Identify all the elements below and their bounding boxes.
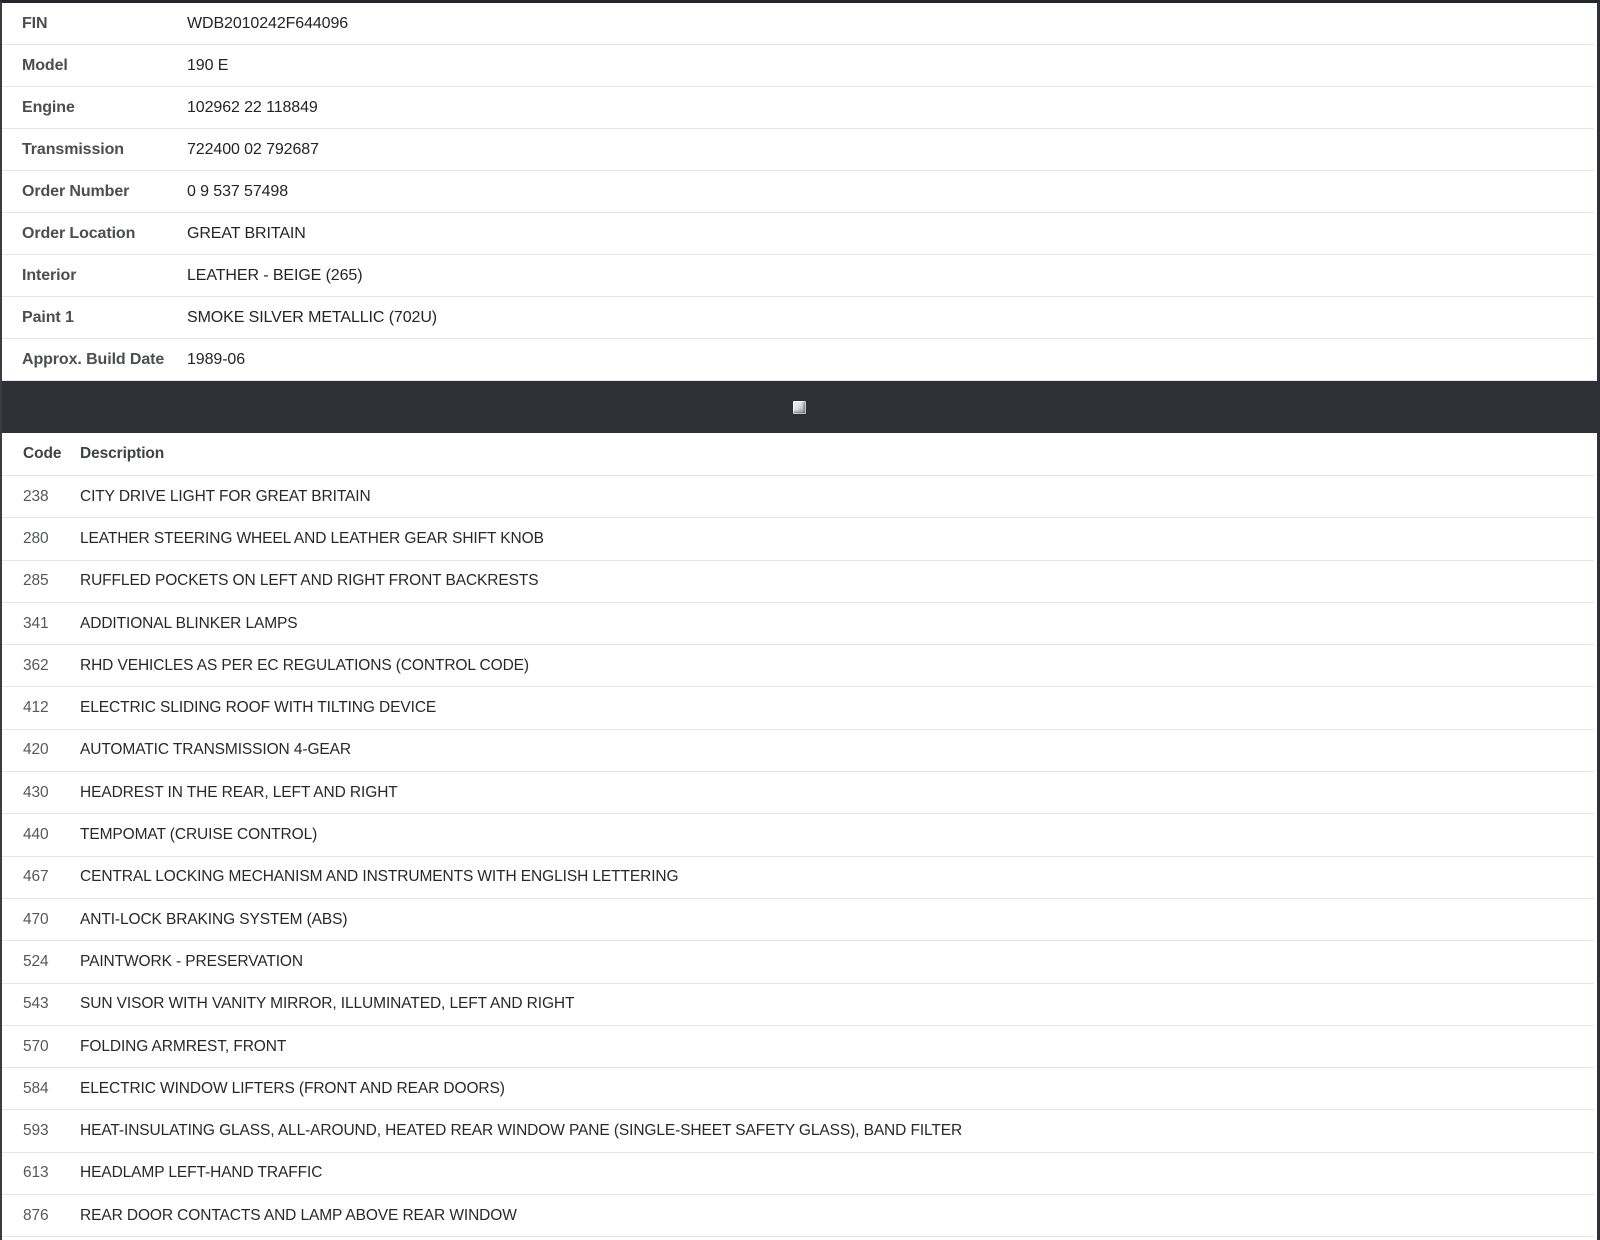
option-description: CENTRAL LOCKING MECHANISM AND INSTRUMENTS WITH ENGLISH LETTERING — [80, 868, 679, 886]
spec-label: Engine — [22, 98, 75, 116]
option-description: ELECTRIC SLIDING ROOF WITH TILTING DEVICE — [80, 699, 437, 717]
table-row — [2, 518, 1594, 560]
table-row — [2, 603, 1594, 645]
spec-value: 722400 02 792687 — [187, 140, 319, 158]
option-code: 440 — [23, 826, 49, 844]
option-code: 238 — [23, 487, 49, 505]
spec-label: Order Location — [22, 224, 136, 242]
option-code: 593 — [23, 1122, 49, 1140]
table-row — [2, 645, 1594, 687]
option-description: RUFFLED POCKETS ON LEFT AND RIGHT FRONT BACKRESTS — [80, 572, 539, 590]
broken-image-icon — [793, 401, 806, 414]
option-code: 280 — [23, 529, 49, 547]
option-code: 362 — [23, 656, 49, 674]
table-row — [2, 476, 1594, 518]
table-row — [2, 129, 1594, 171]
description-column-header: Description — [80, 445, 165, 462]
table-row — [2, 255, 1594, 297]
table-row — [2, 45, 1594, 87]
option-code: 470 — [23, 910, 49, 928]
section-banner — [2, 381, 1597, 433]
spec-value: 102962 22 118849 — [187, 98, 318, 116]
option-code: 412 — [23, 699, 49, 717]
option-code: 584 — [23, 1079, 49, 1097]
option-description: HEADLAMP LEFT-HAND TRAFFIC — [80, 1164, 323, 1182]
spec-value: WDB2010242F644096 — [187, 14, 349, 32]
option-description: FOLDING ARMREST, FRONT — [80, 1037, 287, 1055]
option-description: ELECTRIC WINDOW LIFTERS (FRONT AND REAR DOORS) — [80, 1079, 505, 1097]
option-code: 341 — [23, 614, 49, 632]
option-description: CITY DRIVE LIGHT FOR GREAT BRITAIN — [80, 487, 371, 505]
table-row — [2, 857, 1594, 899]
table-row — [2, 1153, 1594, 1195]
spec-label: FIN — [22, 14, 48, 32]
table-row — [2, 941, 1594, 983]
option-description: SUN VISOR WITH VANITY MIRROR, ILLUMINATED, LEFT AND RIGHT — [80, 995, 575, 1013]
table-row — [2, 3, 1594, 45]
spec-label: Transmission — [22, 140, 124, 158]
spec-table — [2, 3, 1594, 381]
option-code: 613 — [23, 1164, 49, 1182]
option-description: REAR DOOR CONTACTS AND LAMP ABOVE REAR WINDOW — [80, 1206, 517, 1224]
option-description: ADDITIONAL BLINKER LAMPS — [80, 614, 298, 632]
table-row — [2, 1068, 1594, 1110]
table-row — [2, 730, 1594, 772]
option-code: 543 — [23, 995, 49, 1013]
option-code: 876 — [23, 1206, 49, 1224]
option-code: 285 — [23, 572, 49, 590]
option-description: PAINTWORK - PRESERVATION — [80, 952, 303, 970]
option-description: ANTI-LOCK BRAKING SYSTEM (ABS) — [80, 910, 348, 928]
codes-table — [2, 433, 1594, 1237]
option-code: 420 — [23, 741, 49, 759]
table-row — [2, 687, 1594, 729]
option-description: LEATHER STEERING WHEEL AND LEATHER GEAR SHIFT KNOB — [80, 529, 544, 547]
code-column-header: Code — [23, 445, 62, 462]
spec-label: Order Number — [22, 182, 130, 200]
table-row — [2, 772, 1594, 814]
spec-value: LEATHER - BEIGE (265) — [187, 266, 363, 284]
table-row — [2, 561, 1594, 603]
spec-label: Model — [22, 56, 68, 74]
spec-value: 0 9 537 57498 — [187, 182, 289, 200]
table-row — [2, 1110, 1594, 1152]
spec-value: 190 E — [187, 56, 229, 74]
spec-label: Interior — [22, 266, 77, 284]
spec-value: 1989-06 — [187, 350, 246, 368]
option-code: 430 — [23, 783, 49, 801]
table-row — [2, 87, 1594, 129]
table-row — [2, 1195, 1594, 1237]
table-row — [2, 339, 1594, 381]
spec-value: GREAT BRITAIN — [187, 224, 306, 242]
option-description: TEMPOMAT (CRUISE CONTROL) — [80, 826, 318, 844]
option-code: 524 — [23, 952, 49, 970]
option-code: 467 — [23, 868, 49, 886]
table-row — [2, 984, 1594, 1026]
option-description: AUTOMATIC TRANSMISSION 4-GEAR — [80, 741, 351, 759]
table-row — [2, 213, 1594, 255]
option-description: HEADREST IN THE REAR, LEFT AND RIGHT — [80, 783, 398, 801]
table-row — [2, 297, 1594, 339]
table-row — [2, 171, 1594, 213]
table-row — [2, 1026, 1594, 1068]
spec-label: Approx. Build Date — [22, 350, 165, 368]
spec-value: SMOKE SILVER METALLIC (702U) — [187, 308, 438, 326]
option-code: 570 — [23, 1037, 49, 1055]
option-description: HEAT-INSULATING GLASS, ALL-AROUND, HEATED REAR WINDOW PANE (SINGLE-SHEET SAFETY GLASS), BAND FILTER — [80, 1122, 963, 1140]
table-row — [2, 814, 1594, 856]
table-row — [2, 899, 1594, 941]
option-description: RHD VEHICLES AS PER EC REGULATIONS (CONTROL CODE) — [80, 656, 529, 674]
codes-table-header — [2, 433, 1594, 476]
spec-label: Paint 1 — [22, 308, 74, 326]
